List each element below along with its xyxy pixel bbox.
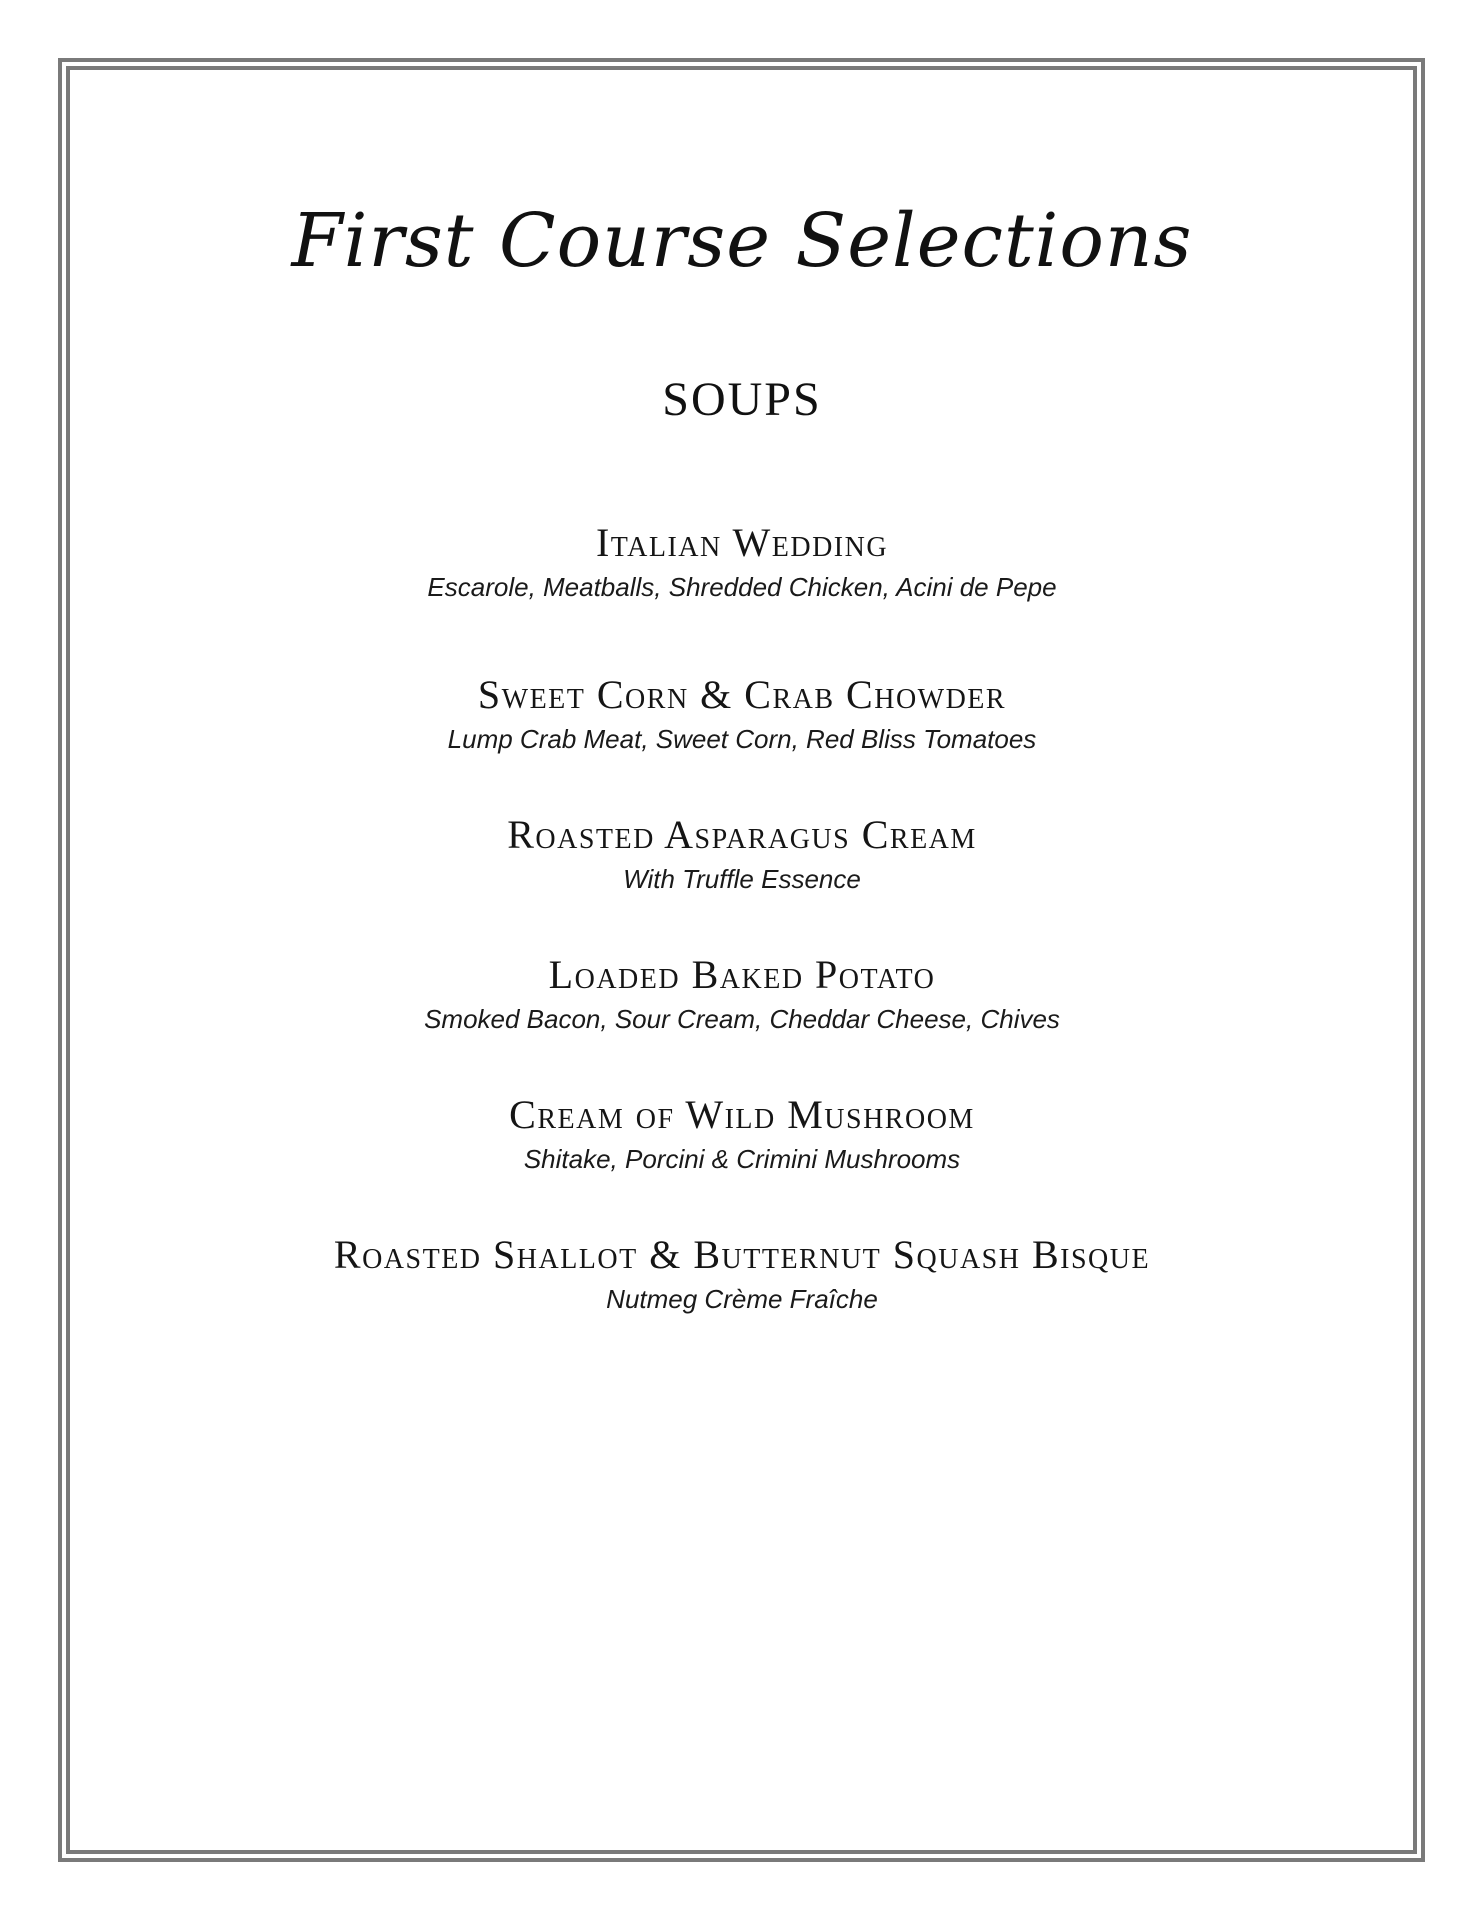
menu-item-description: Lump Crab Meat, Sweet Corn, Red Bliss Tomatoes — [447, 724, 1037, 754]
menu-item — [0, 672, 1484, 756]
menu-item-name: Italian Wedding — [595, 520, 889, 565]
section-heading: SOUPS — [662, 373, 822, 426]
menu-item — [0, 812, 1484, 896]
menu-item-description: Shitake, Porcini & Crimini Mushrooms — [523, 1144, 961, 1174]
menu-item — [0, 520, 1484, 604]
menu-item-description: Nutmeg Crème Fraîche — [606, 1284, 878, 1314]
menu-item-description: With Truffle Essence — [623, 864, 861, 894]
menu-item-description: Escarole, Meatballs, Shredded Chicken, Acini de Pepe — [427, 572, 1057, 602]
page-title: First Course Selections — [291, 198, 1193, 284]
menu-item-name: Roasted Shallot & Butternut Squash Bisque — [333, 1232, 1151, 1277]
menu-item-name: Cream of Wild Mushroom — [509, 1092, 975, 1137]
menu-item-name: Loaded Baked Potato — [548, 952, 936, 997]
menu-item — [0, 952, 1484, 1036]
menu-item — [0, 1232, 1484, 1316]
menu-item — [0, 1092, 1484, 1176]
menu-item-name: Sweet Corn & Crab Chowder — [477, 672, 1007, 717]
menu-item-name: Roasted Asparagus Cream — [507, 812, 977, 857]
menu-item-description: Smoked Bacon, Sour Cream, Cheddar Cheese, Chives — [424, 1004, 1060, 1034]
